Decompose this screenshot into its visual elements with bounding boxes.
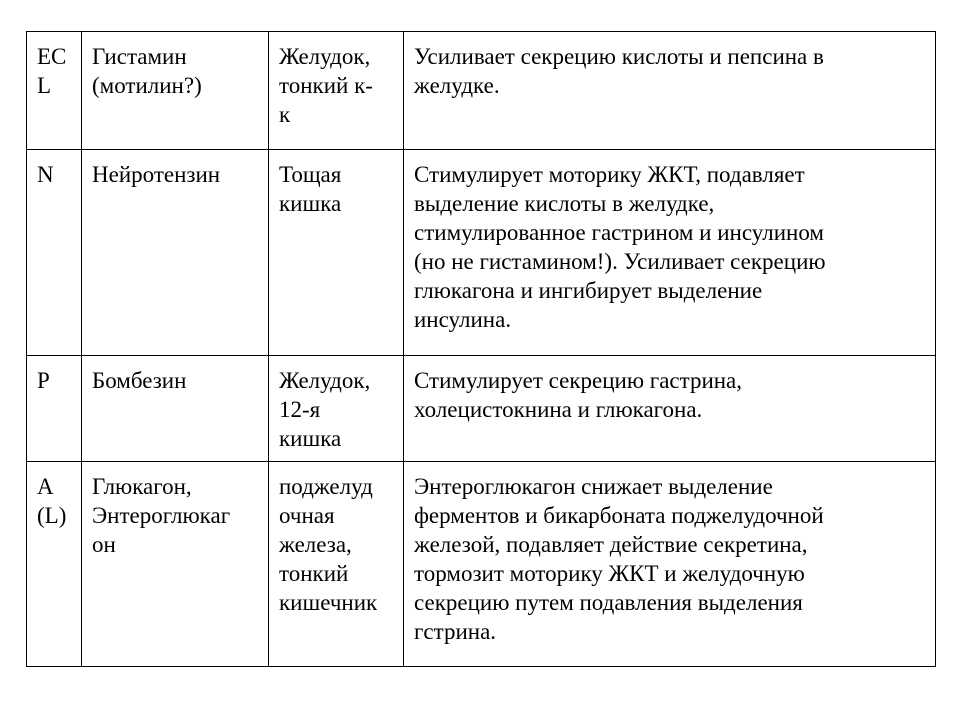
hormone-table	[26, 31, 936, 667]
table-row	[27, 150, 936, 356]
hormone-cell: Бомбезин	[82, 356, 269, 462]
location-cell: Тощая кишка	[269, 150, 404, 356]
location-cell: Желудок, тонкий к- к	[269, 32, 404, 150]
cell-type-cell: N	[27, 150, 82, 356]
effect-cell: Стимулирует секрецию гастрина, холецистокнина и глюкагона.	[404, 356, 936, 462]
table-row	[27, 356, 936, 462]
table-row	[27, 462, 936, 667]
hormone-cell: Нейротензин	[82, 150, 269, 356]
effect-cell: Усиливает секрецию кислоты и пепсина в желудке.	[404, 32, 936, 150]
effect-cell: Стимулирует моторику ЖКТ, подавляет выделение кислоты в желудке, стимулированное гастрином и инсулином (но не гистамином!). Усиливает секрецию глюкагона и ингибирует выделение инсулина.	[404, 150, 936, 356]
cell-type-cell: EC L	[27, 32, 82, 150]
hormone-cell: Гистамин (мотилин?)	[82, 32, 269, 150]
effect-cell: Энтероглюкагон снижает выделение ферментов и бикарбоната поджелудочной железой, подавляет действие секретина, тормозит моторику ЖКТ и желудочную секрецию путем подавления выделения гстрина.	[404, 462, 936, 667]
table-row	[27, 32, 936, 150]
location-cell: поджелуд очная железа, тонкий кишечник	[269, 462, 404, 667]
cell-type-cell: A (L)	[27, 462, 82, 667]
cell-type-cell: P	[27, 356, 82, 462]
location-cell: Желудок, 12-я кишка	[269, 356, 404, 462]
hormone-cell: Глюкагон, Энтероглюкаг он	[82, 462, 269, 667]
